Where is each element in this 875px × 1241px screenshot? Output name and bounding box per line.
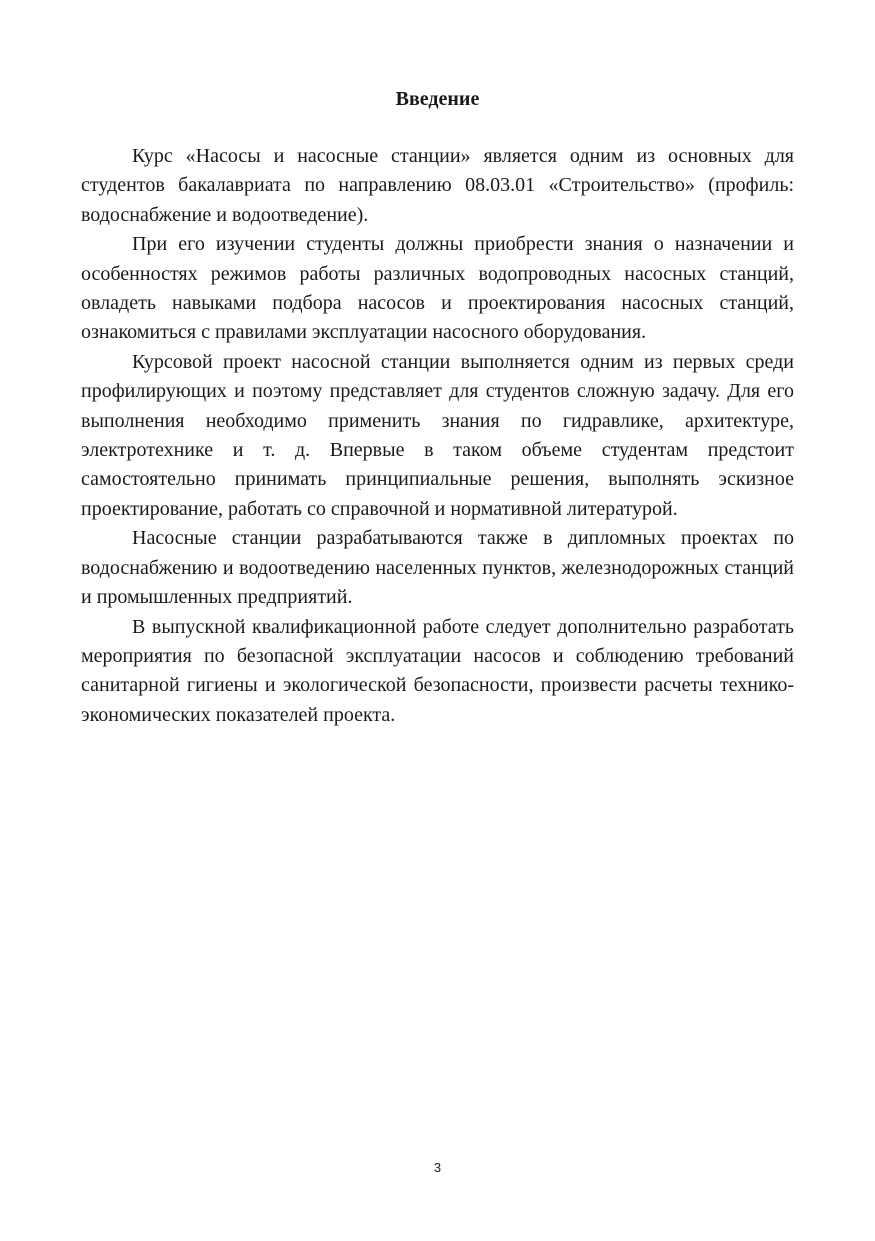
body-text [81,142,794,730]
paragraph-4: Насосные станции разрабатываются также в дипломных проектах по водоснабжению и водоотведению населенных пунктов, железнодорожных станций и промышленных предприятий. [81,527,794,609]
page-number: 3 [433,1160,442,1175]
page-title: Введение [395,88,480,110]
paragraph-5: В выпускной квалификационной работе следует дополнительно разработать мероприятия по безопасной эксплуатации насосов и соблюдению требований санитарной гигиены и экологической безопасности, произвести расчеты технико-экономических показателей проекта. [81,615,794,726]
paragraph-2: При его изучении студенты должны приобрести знания о назначении и особенностях режимов работы различных водопроводных насосных станций, овладеть навыками подбора насосов и проектирования насосных станций, ознакомиться с правилами эксплуатации насосного оборудования. [81,233,794,344]
paragraph-3: Курсовой проект насосной станции выполняется одним из первых среди профилирующих и поэтому представляет для студентов сложную задачу. Для его выполнения необходимо применить знания по гидравлике, архитектуре, электротехнике и т. д. Впервые в таком объеме студентам предстоит самостоятельно принимать принципиальные решения, выполнять эскизное проектирование, работать со справочной и нормативной литературой. [81,350,794,520]
paragraph-1: Курс «Насосы и насосные станции» является одним из основных для студентов бакалавриата по направлению 08.03.01 «Строительство» (профиль: водоснабжение и водоотведение). [81,145,794,226]
